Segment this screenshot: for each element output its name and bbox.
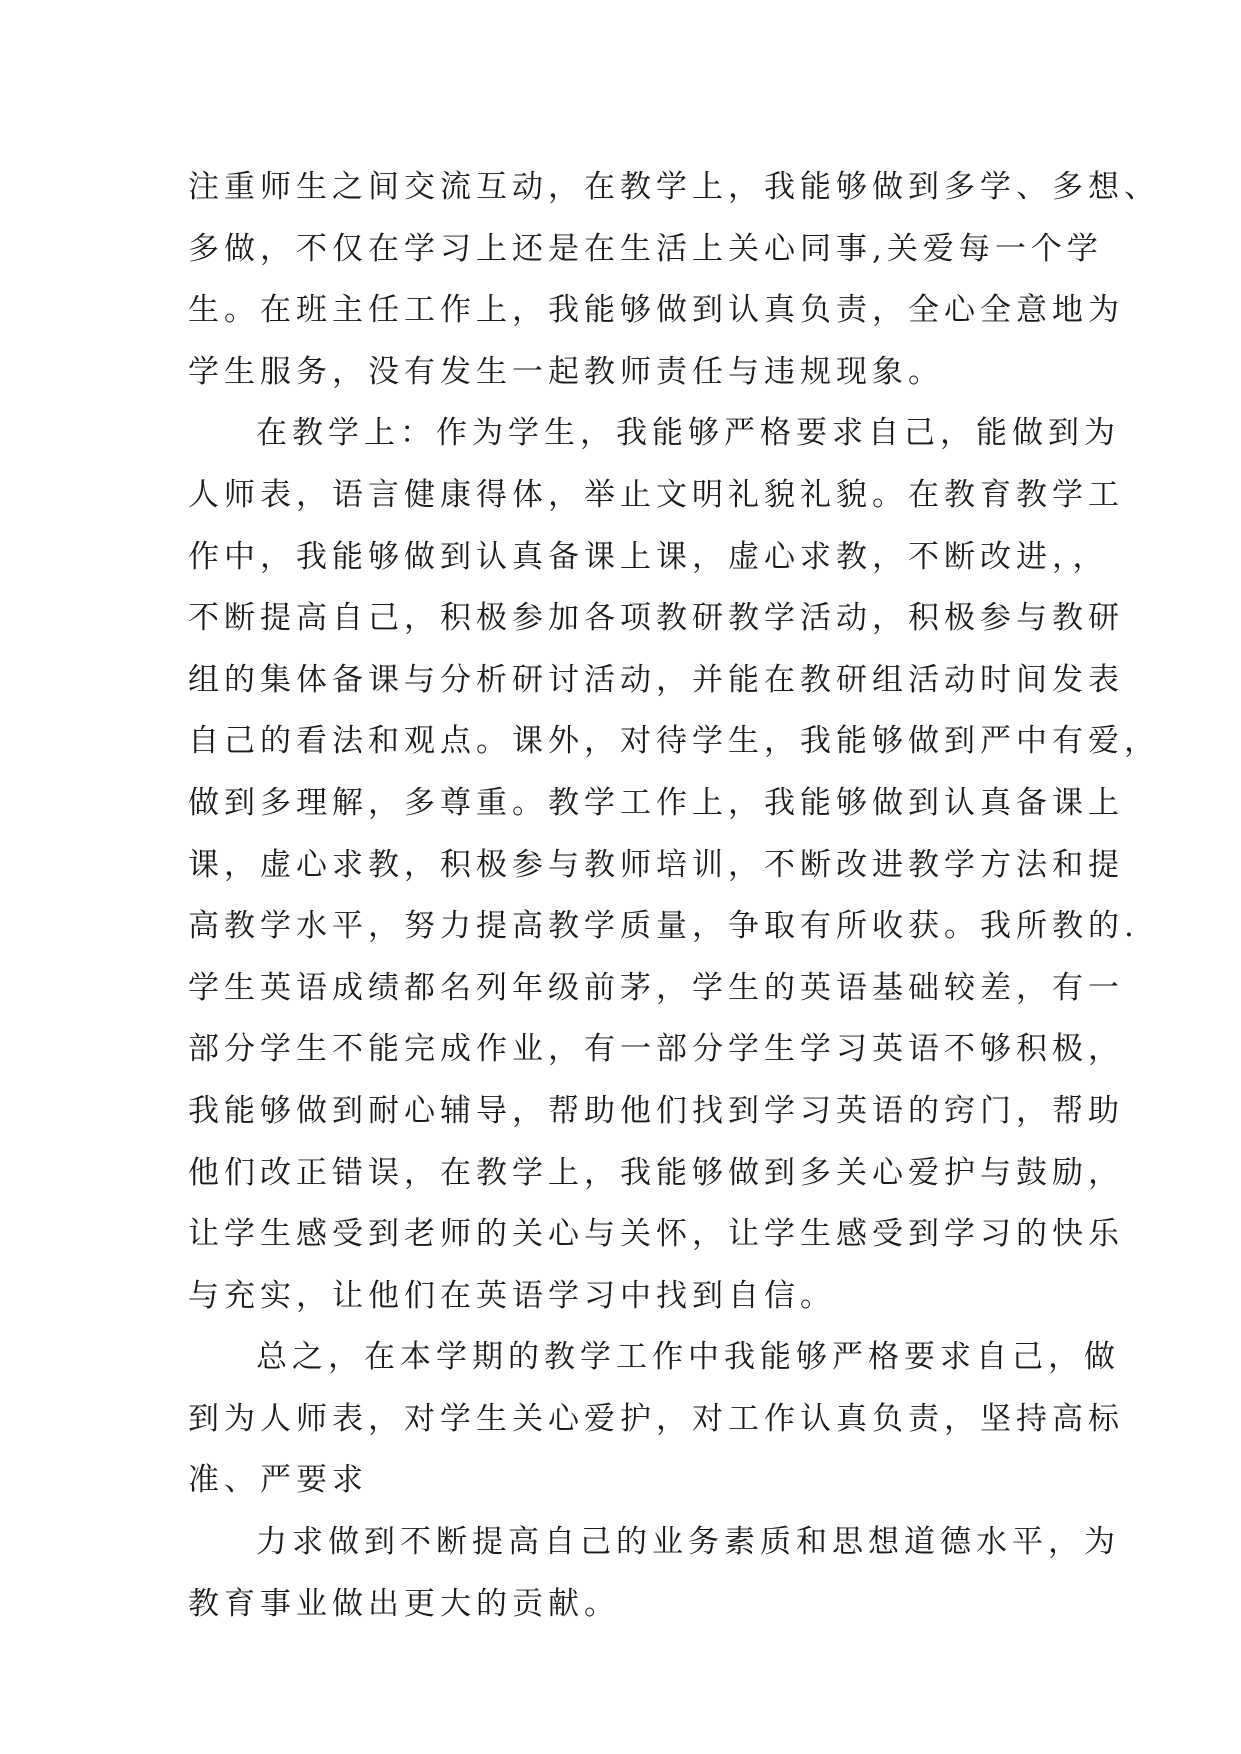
text-line: 准、严要求 <box>188 1462 368 1499</box>
text-line: 教育事业做出更大的贡献。 <box>188 1585 620 1622</box>
text-line: 自己的看法和观点。课外，对待学生，我能够做到严中有爱， <box>188 723 1160 760</box>
text-line: 不断提高自己，积极参加各项教研教学活动，积极参与教研 <box>188 600 1124 637</box>
text-line: 让学生感受到老师的关心与关怀，让学生感受到学习的快乐 <box>188 1216 1124 1253</box>
text-line: 多做，不仅在学习上还是在生活上关心同事,关爱每一个学 <box>188 230 1103 267</box>
text-line: 生。在班主任工作上，我能够做到认真负责，全心全意地为 <box>188 292 1124 329</box>
text-line: 我能够做到耐心辅导，帮助他们找到学习英语的窍门，帮助 <box>188 1092 1124 1129</box>
paragraph-first-line: 力求做到不断提高自己的业务素质和思想道德水平，为 <box>256 1524 1120 1561</box>
text-line: 学生服务，没有发生一起教师责任与违规现象。 <box>188 353 944 390</box>
paragraph-first-line: 总之，在本学期的教学工作中我能够严格要求自己，做 <box>256 1339 1120 1376</box>
text-line: 与充实，让他们在英语学习中找到自信。 <box>188 1277 836 1314</box>
text-line: 高教学水平，努力提高教学质量，争取有所收获。我所教的. <box>188 908 1139 945</box>
text-line: 到为人师表，对学生关心爱护，对工作认真负责，坚持高标 <box>188 1400 1124 1437</box>
document-body <box>188 157 1160 1635</box>
text-line: 作中，我能够做到认真备课上课，虚心求教，不断改进，， <box>188 538 1109 575</box>
text-line: 部分学生不能完成作业，有一部分学生学习英语不够积极， <box>188 1031 1124 1068</box>
text-line: 做到多理解，多尊重。教学工作上，我能够做到认真备课上 <box>188 784 1124 821</box>
text-line: 人师表，语言健康得体，举止文明礼貌礼貌。在教育教学工 <box>188 476 1124 513</box>
text-line: 组的集体备课与分析研讨活动，并能在教研组活动时间发表 <box>188 661 1124 698</box>
text-line: 学生英语成绩都名列年级前茅，学生的英语基础较差，有一 <box>188 969 1124 1006</box>
text-line: 他们改正错误，在教学上，我能够做到多关心爱护与鼓励， <box>188 1154 1124 1191</box>
text-line: 课，虚心求教，积极参与教师培训，不断改进教学方法和提 <box>188 846 1124 883</box>
text-line: 注重师生之间交流互动，在教学上，我能够做到多学、多想、 <box>188 169 1160 205</box>
paragraph-first-line: 在教学上：作为学生，我能够严格要求自己，能做到为 <box>256 415 1120 452</box>
